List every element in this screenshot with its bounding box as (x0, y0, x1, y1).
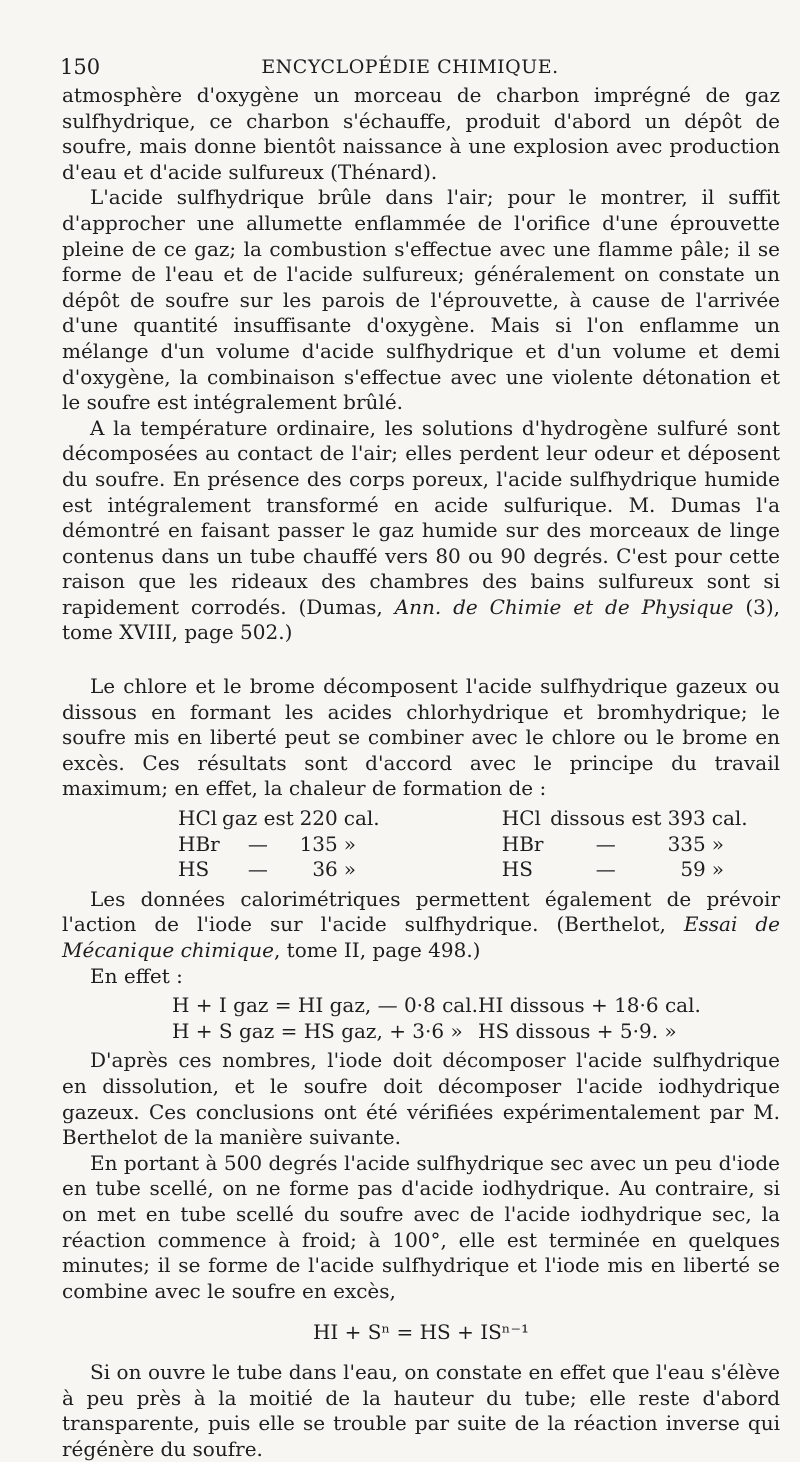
page-number: 150 (60, 55, 101, 79)
paragraph-combustion: L'acide sulfhydrique brûle dans l'air; pour le montrer, il suffit d'approcher une allumette enflammée de l'orifice d'une éprouvette pleine de ce gaz; la combustion s'effectue avec une flamme pâle; il se forme de l'eau et de l'acide sulfureux; généralement on constate un dépôt de soufre sur les parois de l'éprouvette, à cause de l'arrivée d'une quantité insuffisante d'oxygène. Mais si l'on enflamme un mélange d'un volume d'acide sulfhydrique et d'un volume et demi d'oxygène, la combinaison s'effectue avec une violente détonation et le soufre est intégralement brûlé. (62, 185, 780, 415)
paragraph-experiment: En portant à 500 degrés l'acide sulfhydrique sec avec un peu d'iode en tube scellé, on ne forme pas d'acide iodhydrique. Au contraire, si on met en tube scellé du soufre avec de l'acide iodhydrique sec, la réaction commence à froid; à 100°, elle est terminée en quelques minutes; il se forme de l'acide sulfhydrique et l'iode mis en liberté se combine avec le soufre en excès, (62, 1150, 780, 1303)
running-head (60, 55, 760, 81)
table-cell: H + I gaz = HI gaz, — 0·8 cal. (172, 993, 478, 1018)
table-row (178, 832, 748, 858)
paragraph-chlorine-bromine: Le chlore et le brome décomposent l'acide sulfhydrique gazeux ou dissous en formant les acides chlorhydrique et bromhydrique; le soufre mis en liberté peut se combiner avec le chlore ou le brome en excès. Ces résultats sont d'accord avec le principe du travail maximum; en effet, la chaleur de formation de : (62, 674, 780, 801)
table-cell: HBr (178, 831, 220, 856)
table-row (178, 857, 748, 883)
table-cell: 393 (667, 806, 706, 831)
table-cell: cal. (343, 806, 380, 831)
paragraph-final: Si on ouvre le tube dans l'eau, on constate en effet que l'eau s'élève à peu près à la moitié de la hauteur du tube; elle reste d'abord transparente, puis elle se trouble par suite de la réaction inverse qui régénère du soufre. (62, 1359, 780, 1461)
table-cell: gaz est (222, 806, 294, 831)
paragraph-text: A la température ordinaire, les solutions d'hydrogène sulfuré sont décomposées au contact de l'air; elles perdent leur odeur et déposent du soufre. En présence des corps poreux, l'acide sulfhydrique humide est intégralement transformé en acide sulfurique. M. Dumas l'a démontré en faisant passer le gaz humide sur des morceaux de linge contenus dans un tube chauffé vers 80 ou 90 degrés. C'est pour cette raison que les rideaux des chambres des bains sulfureux sont si rapidement corrodés. (Dumas, (62, 415, 780, 619)
table-cell: — (247, 831, 268, 856)
citation-detail: (3), tome XVIII, page 502.) (62, 594, 781, 645)
table-cell: 59 (680, 857, 706, 882)
table-cell: » (343, 831, 357, 856)
heat-of-formation-table (178, 806, 748, 883)
paragraph-air-decomposition (62, 416, 780, 646)
table-cell: — (595, 857, 616, 882)
running-title: ENCYCLOPÉDIE CHIMIQUE. (261, 56, 559, 78)
table-cell: HS (178, 857, 210, 882)
iodine-heat-table (172, 993, 701, 1044)
table-cell: dissous est (550, 806, 662, 831)
reaction-equation: HI + Sⁿ = HS + ISⁿ⁻¹ (312, 1320, 530, 1345)
paragraph-continuation: atmosphère d'oxygène un morceau de charbon imprégné de gaz sulfhydrique, ce charbon s'échauffe, produit d'abord un dépôt de soufre, mais donne bientôt naissance à une explosion avec production d'eau et d'acide sulfureux (Thénard). (62, 83, 780, 184)
citation-source: Ann. de Chimie et de Physique (394, 594, 734, 619)
table-cell: » (711, 857, 725, 882)
paragraph-iodine-prediction (62, 887, 780, 964)
table-cell: HS dissous + 5·9. » (478, 1018, 677, 1043)
table-cell: HS (501, 857, 533, 882)
table-row (172, 1019, 701, 1045)
paragraph-conclusions: D'après ces nombres, l'iode doit décomposer l'acide sulfhydrique en dissolution, et le soufre doit décomposer l'acide iodhydrique gazeux. Ces conclusions ont été vérifiées expérimentalement par M. Berthelot de la manière suivante. (62, 1048, 780, 1150)
paragraph-en-effet: En effet : (90, 963, 183, 988)
citation-detail: , tome II, page 498.) (273, 938, 481, 962)
citation-source: Essai de Mécanique chimique (62, 912, 780, 962)
table-cell: HI dissous + 18·6 cal. (478, 993, 701, 1018)
table-cell: 220 (299, 806, 338, 831)
table-cell: — (247, 857, 268, 882)
table-cell: HCl (501, 806, 541, 831)
paragraph-text: Les données calorimétriques permettent également de prévoir l'action de l'iode sur l'acide sulfhydrique. (Berthelot, (62, 886, 780, 937)
table-cell: HBr (501, 831, 544, 856)
table-cell: HCl (178, 806, 218, 831)
table-cell: » (711, 831, 725, 856)
table-cell: — (595, 831, 616, 856)
table-cell: 36 (312, 857, 338, 882)
table-cell: » (343, 857, 357, 882)
table-cell: 135 (299, 831, 338, 856)
table-row (178, 806, 748, 832)
table-row (172, 993, 701, 1019)
table-cell: cal. (711, 806, 748, 831)
table-cell: 335 (667, 831, 706, 856)
body-text (62, 83, 780, 1462)
table-cell: H + S gaz = HS gaz, + 3·6 » (172, 1018, 463, 1043)
